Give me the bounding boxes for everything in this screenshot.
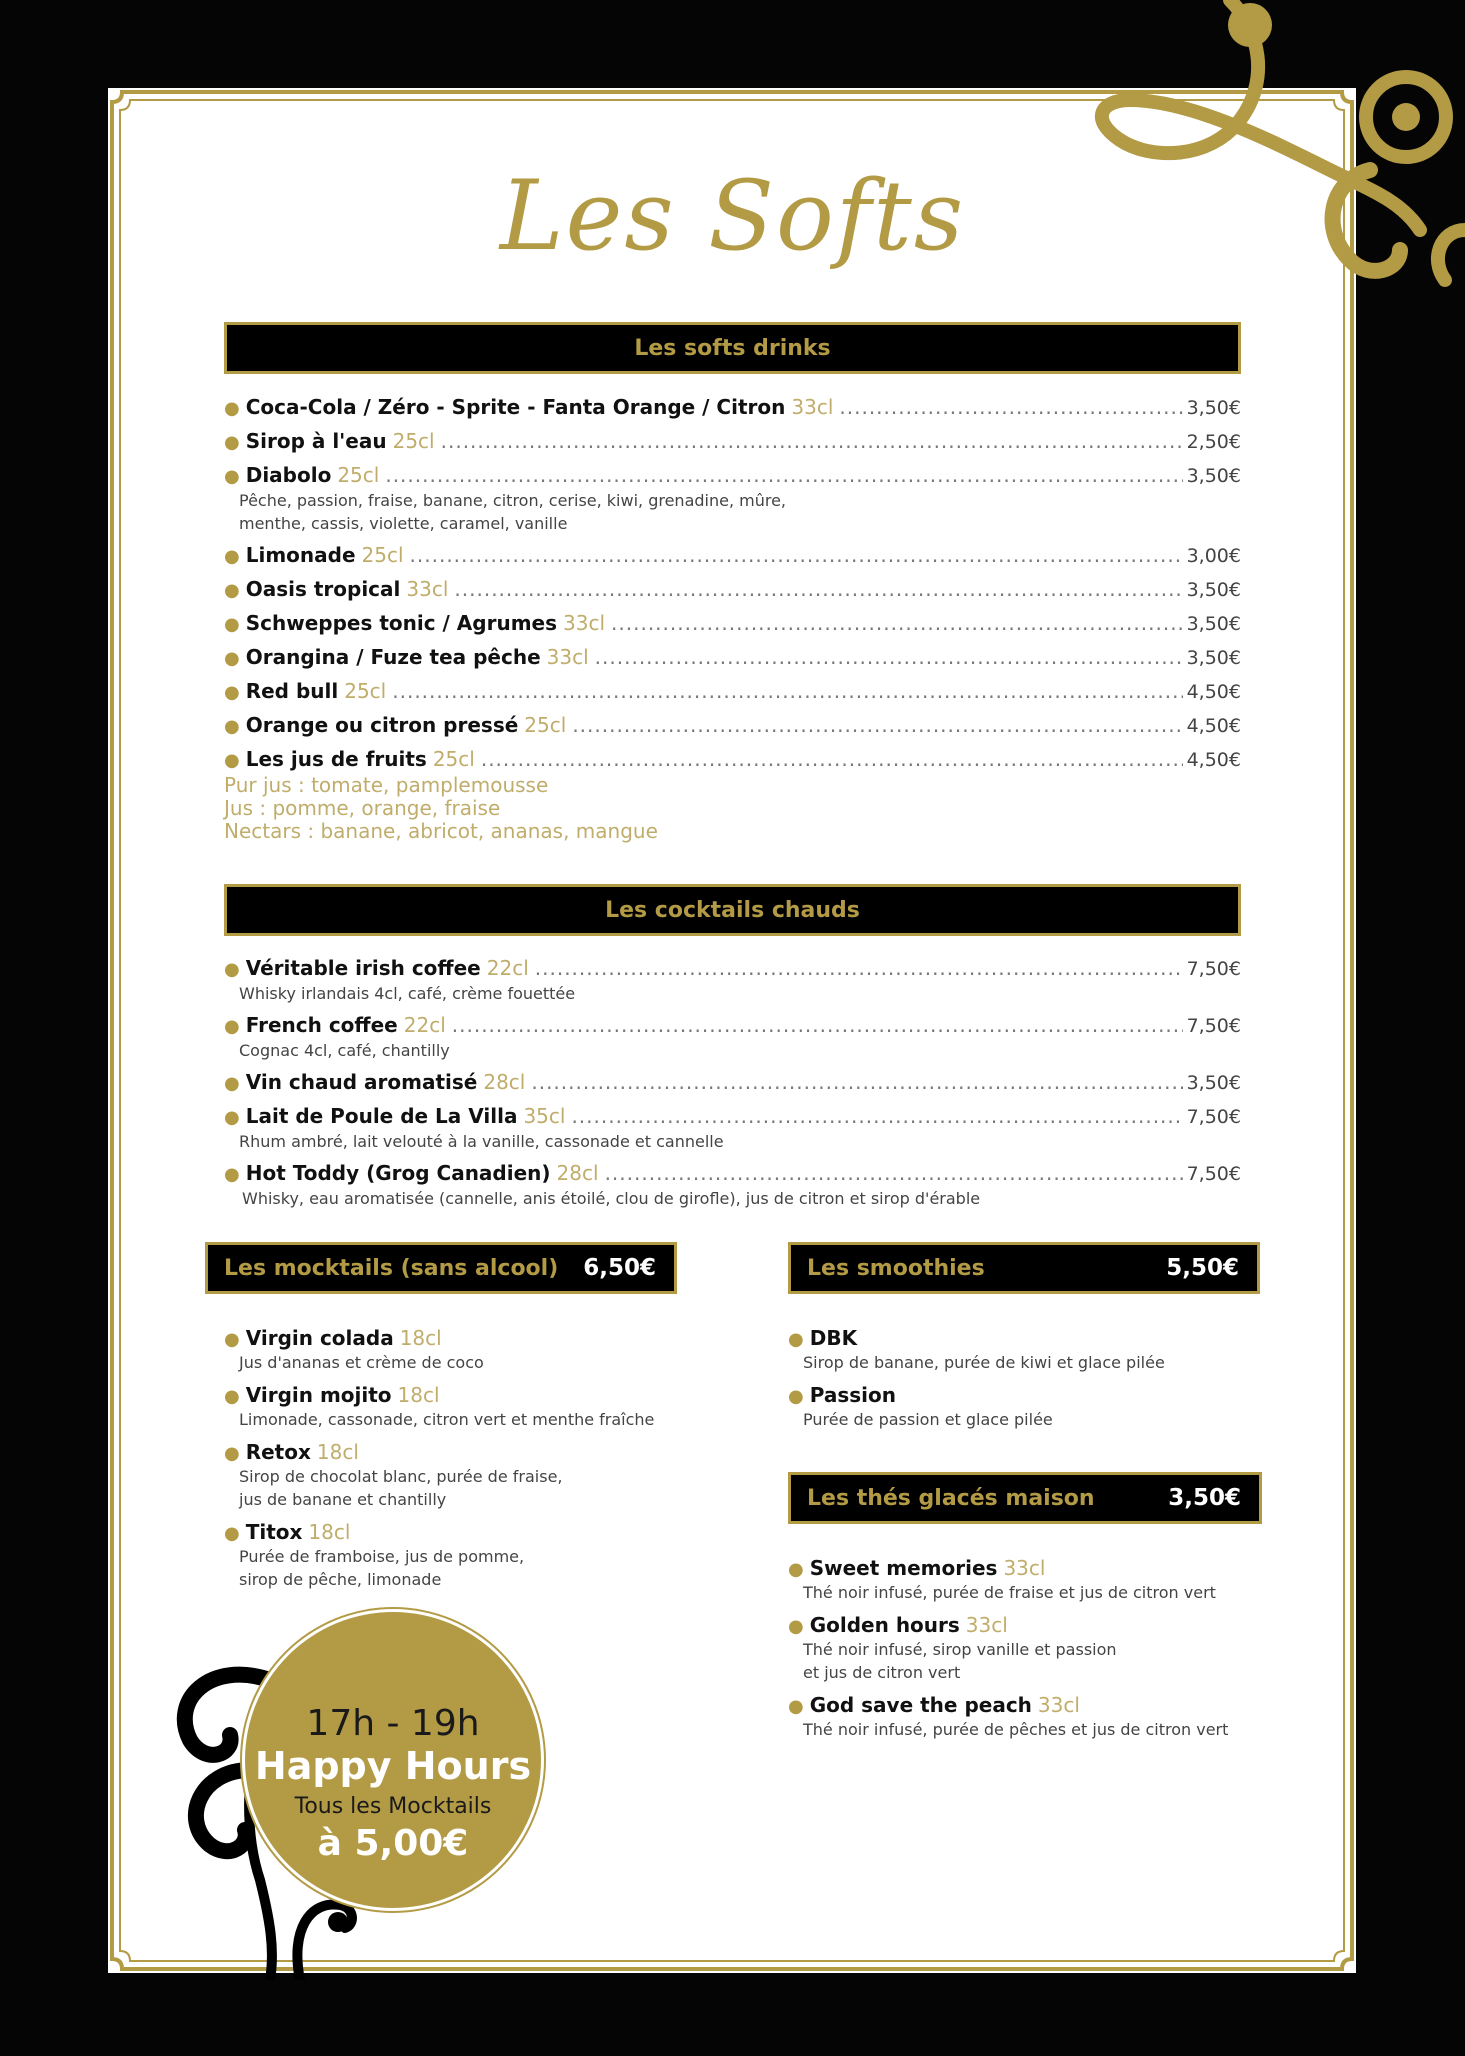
list-item: ● Golden hours 33cl [788, 1610, 1258, 1642]
item-description: Purée de framboise, jus de pomme, sirop de pêche, limonade [239, 1547, 525, 1589]
section-header-iced-teas-label: Les thés glacés maison [807, 1485, 1095, 1511]
bullet-icon: ● [224, 682, 240, 703]
bullet-icon: ● [224, 750, 240, 771]
item-description: Cognac 4cl, café, chantilly [239, 1041, 450, 1060]
softs-list [224, 391, 1241, 777]
list-item: ● French coffee 22cl ..... 7,50€ [224, 1009, 1241, 1043]
section-header-mocktails-price: 6,50€ [583, 1255, 656, 1281]
mocktails-list [224, 1323, 664, 1597]
section-header-hot-cocktails-label: Les cocktails chauds [605, 897, 860, 923]
section-header-softs-label: Les softs drinks [634, 335, 831, 361]
item-description: Jus d'ananas et crème de coco [239, 1353, 484, 1372]
item-description: Thé noir infusé, purée de pêches et jus de citron vert [803, 1720, 1229, 1739]
bullet-icon: ● [224, 580, 240, 601]
bullet-icon: ● [224, 1107, 240, 1128]
list-item: ● Véritable irish coffee 22cl ..... 7,50€ [224, 952, 1241, 986]
bullet-icon: ● [224, 1443, 240, 1464]
item-description: Limonade, cassonade, citron vert et menthe fraîche [239, 1410, 655, 1429]
list-item: ● Schweppes tonic / Agrumes 33cl ..... 3,50€ [224, 607, 1241, 641]
item-description: Purée de passion et glace pilée [803, 1410, 1053, 1429]
item-description: Thé noir infusé, purée de fraise et jus de citron vert [803, 1583, 1216, 1602]
bullet-icon: ● [788, 1696, 804, 1717]
happy-hours-line: Tous les Mocktails [294, 1794, 492, 1819]
list-item: ● Les jus de fruits 25cl ..... 4,50€ [224, 743, 1241, 777]
section-header-mocktails-label: Les mocktails (sans alcool) [224, 1255, 559, 1281]
list-item: ● Sirop à l'eau 25cl ..... 2,50€ [224, 425, 1241, 459]
hot-cocktails-list [224, 952, 1241, 1214]
iced-teas-list [788, 1553, 1258, 1747]
list-item: ● Sweet memories 33cl [788, 1553, 1258, 1585]
list-item: ● Hot Toddy (Grog Canadien) 28cl ..... 7,50€ [224, 1157, 1241, 1191]
section-header-softs [224, 322, 1241, 374]
happy-hours-price: à 5,00€ [317, 1823, 469, 1864]
item-description: Rhum ambré, lait velouté à la vanille, cassonade et cannelle [239, 1132, 724, 1151]
list-item: ● Titox 18cl [224, 1517, 664, 1549]
list-item: ● Orangina / Fuze tea pêche 33cl ..... 3,50€ [224, 641, 1241, 675]
happy-hours-time: 17h - 19h [306, 1703, 480, 1744]
list-item: ● Virgin colada 18cl [224, 1323, 664, 1355]
bullet-icon: ● [224, 466, 240, 487]
bullet-icon: ● [224, 1164, 240, 1185]
list-item: ● Virgin mojito 18cl [224, 1380, 664, 1412]
bullet-icon: ● [788, 1386, 804, 1407]
section-header-smoothies [788, 1242, 1260, 1294]
happy-hours-title: Happy Hours [254, 1744, 532, 1788]
section-header-iced-teas-price: 3,50€ [1168, 1485, 1241, 1511]
bullet-icon: ● [224, 1329, 240, 1350]
item-description: Whisky, eau aromatisée (cannelle, anis étoilé, clou de girofle), jus de citron et sirop d'érable [242, 1189, 981, 1208]
bullet-icon: ● [224, 1523, 240, 1544]
bullet-icon: ● [224, 614, 240, 635]
list-item: ● God save the peach 33cl [788, 1690, 1258, 1722]
section-header-mocktails [205, 1242, 677, 1294]
item-description: Whisky irlandais 4cl, café, crème fouettée [239, 984, 576, 1003]
item-description: Thé noir infusé, sirop vanille et passion et jus de citron vert [803, 1640, 1117, 1682]
smoothies-list [788, 1323, 1248, 1437]
list-item: ● Limonade 25cl ..... 3,00€ [224, 539, 1241, 573]
bullet-icon: ● [788, 1559, 804, 1580]
item-description: Pêche, passion, fraise, banane, citron, cerise, kiwi, grenadine, mûre, menthe, cassis, violette, caramel, vanille [239, 491, 787, 533]
list-item: ● Lait de Poule de La Villa 35cl ..... 7,50€ [224, 1100, 1241, 1134]
list-item: ● DBK [788, 1323, 1248, 1355]
list-item: ● Diabolo 25cl ..... 3,50€ [224, 459, 1241, 493]
list-item: ● Retox 18cl [224, 1437, 664, 1469]
bullet-icon: ● [224, 1016, 240, 1037]
section-header-iced-teas [788, 1472, 1262, 1524]
list-item: ● Passion [788, 1380, 1248, 1412]
list-item: ● Vin chaud aromatisé 28cl ..... 3,50€ [224, 1066, 1241, 1100]
list-item: ● Oasis tropical 33cl ..... 3,50€ [224, 573, 1241, 607]
page-title: Les Softs [499, 160, 966, 272]
section-header-smoothies-price: 5,50€ [1166, 1255, 1239, 1281]
item-description: Sirop de chocolat blanc, purée de fraise, jus de banane et chantilly [239, 1467, 563, 1509]
list-item: ● Red bull 25cl ..... 4,50€ [224, 675, 1241, 709]
bullet-icon: ● [224, 959, 240, 980]
section-header-smoothies-label: Les smoothies [807, 1255, 985, 1281]
list-item: ● Orange ou citron pressé 25cl ..... 4,50€ [224, 709, 1241, 743]
happy-hours-badge [245, 1612, 541, 1908]
bullet-icon: ● [788, 1329, 804, 1350]
bullet-icon: ● [224, 432, 240, 453]
juice-notes: Pur jus : tomate, pamplemousse Jus : pomme, orange, fraise Nectars : banane, abricot, ananas, mangue [224, 773, 658, 843]
list-item: ● Coca-Cola / Zéro - Sprite - Fanta Orange / Citron 33cl ..... 3,50€ [224, 391, 1241, 425]
bullet-icon: ● [224, 1073, 240, 1094]
section-header-hot-cocktails [224, 884, 1241, 936]
bullet-icon: ● [788, 1616, 804, 1637]
item-description: Sirop de banane, purée de kiwi et glace pilée [803, 1353, 1165, 1372]
bullet-icon: ● [224, 1386, 240, 1407]
bullet-icon: ● [224, 398, 240, 419]
bullet-icon: ● [224, 648, 240, 669]
bullet-icon: ● [224, 716, 240, 737]
bullet-icon: ● [224, 546, 240, 567]
